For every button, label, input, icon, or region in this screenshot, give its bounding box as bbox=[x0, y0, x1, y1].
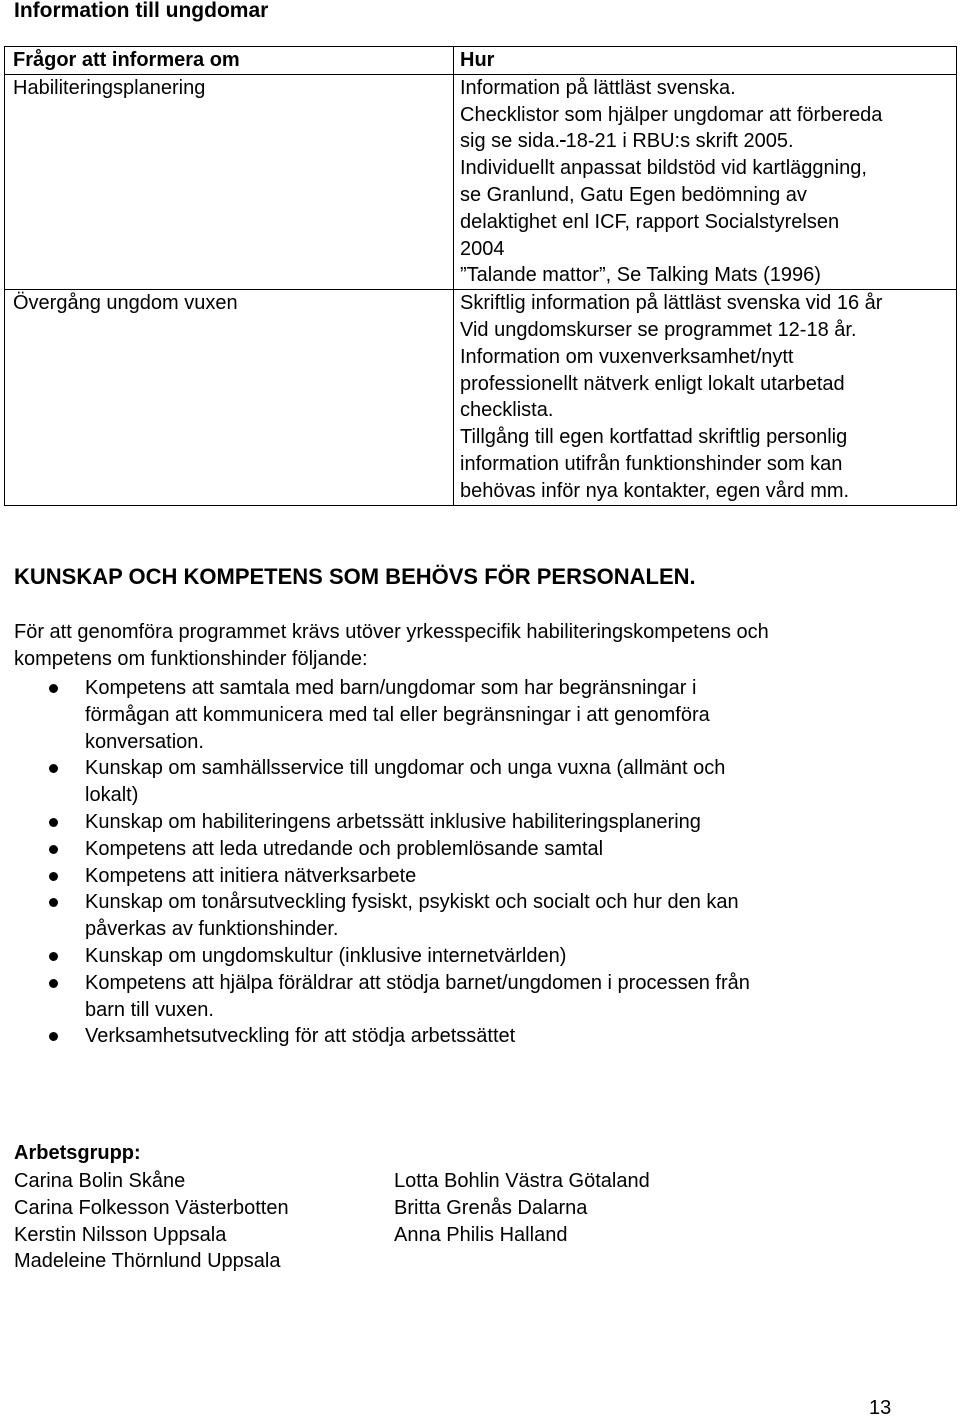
how-cell bbox=[454, 74, 957, 289]
header-how: Hur bbox=[454, 47, 957, 75]
how-line: professionellt nätverk enligt lokalt utarbetad bbox=[460, 372, 845, 395]
intro-line: För att genomföra programmet krävs utöver yrkesspecifik habiliteringskompetens och bbox=[14, 621, 769, 643]
list-item: Kunskap om habiliteringens arbetssätt inklusive habiliteringsplanering bbox=[14, 809, 934, 836]
how-line: se Granlund, Gatu Egen bedömning av bbox=[460, 183, 807, 206]
how-line-text: 18-21 i RBU:s skrift 2005. bbox=[565, 130, 794, 153]
intro-paragraph bbox=[14, 619, 954, 673]
bullet-icon bbox=[49, 818, 58, 827]
how-cell bbox=[454, 290, 957, 505]
workgroup-right-column bbox=[394, 1168, 650, 1248]
bullet-icon bbox=[49, 872, 58, 881]
bullet-icon bbox=[49, 898, 58, 907]
list-item: Kunskap om samhällsservice till ungdomar och unga vuxna (allmänt och lokalt) bbox=[14, 755, 934, 809]
intro-line: kompetens om funktionshinder följande: bbox=[14, 647, 368, 670]
how-line: delaktighet enl ICF, rapport Socialstyrelsen bbox=[460, 210, 840, 233]
member-name: Kerstin Nilsson Uppsala bbox=[14, 1223, 227, 1246]
member-name: Lotta Bohlin Västra Götaland bbox=[394, 1170, 650, 1192]
how-line: information utifrån funktionshinder som kan bbox=[460, 452, 843, 475]
member-name: Carina Folkesson Västerbotten bbox=[14, 1196, 289, 1219]
info-table bbox=[4, 46, 957, 506]
table-header-row bbox=[5, 47, 957, 75]
bullet-icon bbox=[49, 979, 58, 988]
bullet-icon bbox=[49, 764, 58, 773]
list-item: Kompetens att samtala med barn/ungdomar som har begränsningar i förmågan att kommunicera med tal eller begränsningar i att genomföra konversation. bbox=[14, 675, 934, 755]
bullet-icon bbox=[49, 845, 58, 854]
table-row bbox=[5, 74, 957, 289]
bullet-icon bbox=[49, 952, 58, 961]
list-item: Kunskap om tonårsutveckling fysiskt, psykiskt och socialt och hur den kan påverkas av funktionshinder. bbox=[14, 889, 934, 943]
member-name: Anna Philis Halland bbox=[394, 1223, 568, 1246]
how-line: Information om vuxenverksamhet/nytt bbox=[460, 345, 794, 368]
member-name: Madeleine Thörnlund Uppsala bbox=[14, 1250, 281, 1273]
how-line: ”Talande mattor”, Se Talking Mats (1996) bbox=[460, 264, 821, 287]
how-line: checklista. bbox=[460, 399, 554, 422]
section-heading: KUNSKAP OCH KOMPETENS SOM BEHÖVS FÖR PERSONALEN. bbox=[14, 564, 696, 589]
page-title: Information till ungdomar bbox=[14, 0, 269, 22]
list-item: Kompetens att leda utredande och problemlösande samtal bbox=[14, 836, 934, 863]
how-line-text: sig se sida. bbox=[460, 130, 561, 153]
list-item: Kunskap om ungdomskultur (inklusive internetvärlden) bbox=[14, 943, 934, 970]
member-name: Carina Bolin Skåne bbox=[14, 1170, 186, 1192]
how-line: Individuellt anpassat bildstöd vid kartläggning, bbox=[460, 157, 867, 180]
how-line: behövas inför nya kontakter, egen vård mm. bbox=[460, 479, 850, 502]
how-line: Skriftlig information på lättläst svenska vid 16 år bbox=[460, 292, 883, 315]
workgroup-label: Arbetsgrupp: bbox=[14, 1142, 141, 1164]
bullet-icon bbox=[49, 1032, 58, 1041]
list-item: Verksamhetsutveckling för att stödja arbetssättet bbox=[14, 1023, 934, 1050]
how-line: Tillgång till egen kortfattad skriftlig personlig bbox=[460, 426, 848, 449]
page-number: 13 bbox=[869, 1397, 892, 1419]
topic-cell: Övergång ungdom vuxen bbox=[5, 290, 454, 505]
workgroup-left-column bbox=[14, 1168, 289, 1275]
member-name: Britta Grenås Dalarna bbox=[394, 1196, 588, 1219]
how-line: Information på lättläst svenska. bbox=[460, 76, 736, 99]
bullet-icon bbox=[49, 684, 58, 693]
list-item: Kompetens att hjälpa föräldrar att stödja barnet/ungdomen i processen från barn till vuxen. bbox=[14, 970, 934, 1024]
how-line bbox=[460, 128, 952, 155]
header-questions: Frågor att informera om bbox=[5, 47, 454, 75]
how-line: 2004 bbox=[460, 237, 505, 260]
how-line: Vid ungdomskurser se programmet 12-18 år. bbox=[460, 318, 857, 341]
topic-cell: Habiliteringsplanering bbox=[5, 74, 454, 289]
table-row bbox=[5, 290, 957, 505]
list-item: Kompetens att initiera nätverksarbete bbox=[14, 863, 934, 890]
competence-list bbox=[14, 675, 934, 1050]
how-line: Checklistor som hjälper ungdomar att förbereda bbox=[460, 103, 883, 126]
